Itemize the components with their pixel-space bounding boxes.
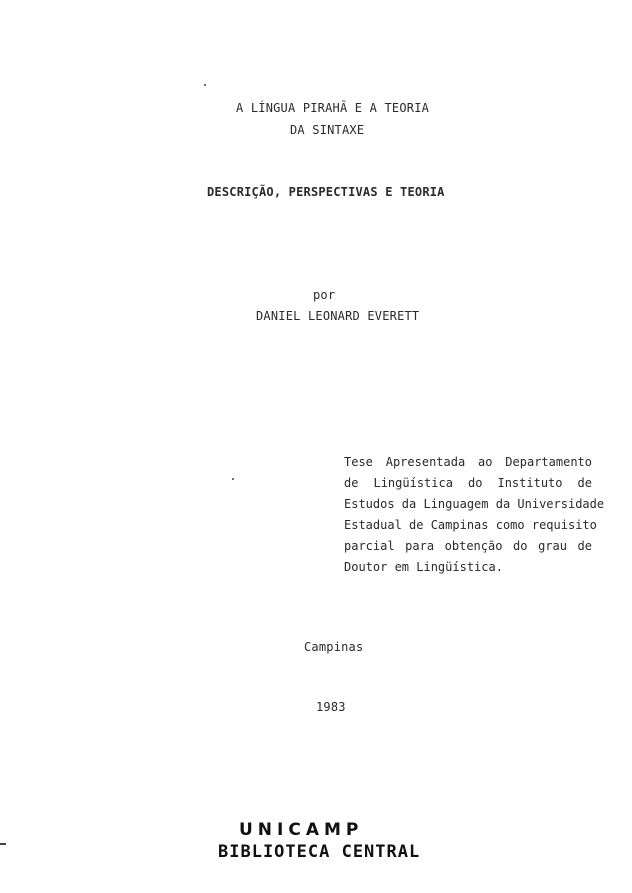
thesis-line: parcial para obtenção do grau de [344, 539, 592, 553]
title-line-2: DA SINTAXE [290, 123, 365, 137]
thesis-line: Estudos da Linguagem da Universidade [344, 497, 605, 511]
library-name-stamp: BIBLIOTECA CENTRAL [218, 842, 421, 862]
author-name: DANIEL LEONARD EVERETT [256, 309, 420, 323]
place-of-publication: Campinas [304, 640, 364, 654]
scan-speck [0, 843, 6, 845]
library-brand-stamp: UNICAMP [239, 820, 364, 840]
title-line-1: A LÍNGUA PIRAHÃ E A TEORIA [236, 101, 430, 115]
publication-year: 1983 [316, 700, 346, 714]
thesis-line: Estadual de Campinas como requisito [344, 518, 597, 532]
thesis-line: Tese Apresentada ao Departamento [344, 455, 592, 469]
thesis-line: de Lingüística do Instituto de [344, 476, 592, 490]
thesis-statement [344, 452, 605, 578]
scan-speck [232, 478, 234, 480]
thesis-line: Doutor em Lingüística. [344, 560, 503, 574]
scan-speck [204, 84, 206, 86]
by-label: por [313, 288, 336, 302]
subtitle: DESCRIÇÃO, PERSPECTIVAS E TEORIA [207, 185, 445, 199]
